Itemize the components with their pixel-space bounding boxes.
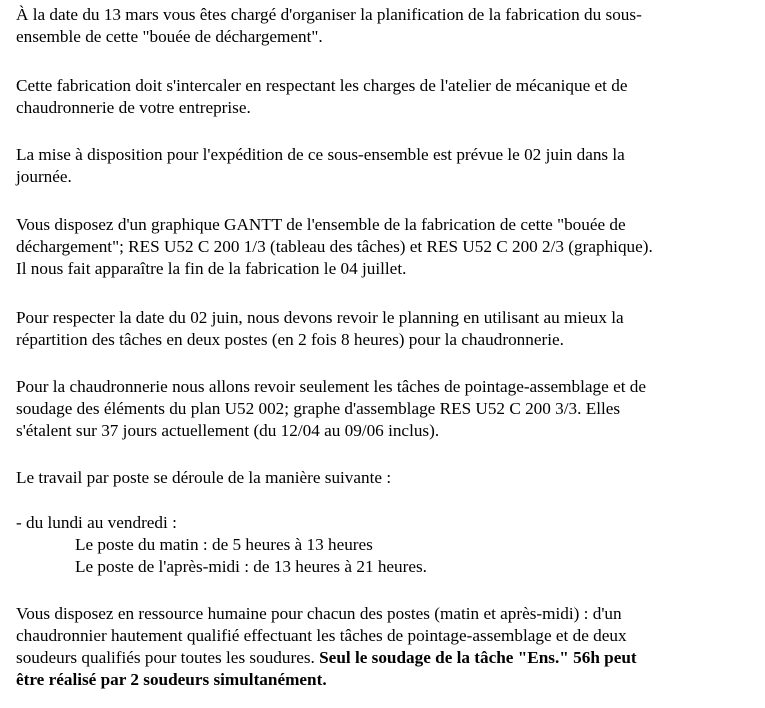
text-line: ensemble de cette "bouée de déchargement".: [16, 27, 323, 46]
text-line: Pour respecter la date du 02 juin, nous devons revoir le planning en utilisant au mieux la: [16, 308, 624, 327]
text-line: Vous disposez en ressource humaine pour chacun des postes (matin et après-midi) : d'un: [16, 604, 622, 623]
text-line: déchargement"; RES U52 C 200 1/3 (tableau des tâches) et RES U52 C 200 2/3 (graphique).: [16, 237, 653, 256]
bold-text-segment: Seul le soudage de la tâche "Ens." 56h peut: [319, 648, 637, 667]
text-line: soudage des éléments du plan U52 002; graphe d'assemblage RES U52 C 200 3/3. Elles: [16, 399, 621, 418]
text-line: journée.: [16, 167, 72, 186]
text-line: chaudronnier hautement qualifié effectuant les tâches de pointage-assemblage et de deux: [16, 626, 627, 645]
paragraph-shift-work: [16, 467, 756, 489]
text-line: La mise à disposition pour l'expédition de ce sous-ensemble est prévue le 02 juin dans la: [16, 145, 625, 164]
morning-shift-line: Le poste du matin : de 5 heures à 13 heures: [75, 535, 373, 554]
paragraph-workshop-load: [16, 75, 756, 119]
afternoon-shift-line: Le poste de l'après-midi : de 13 heures à 21 heures.: [75, 557, 427, 576]
text-line: Pour la chaudronnerie nous allons revoir seulement les tâches de pointage-assemblage et de: [16, 377, 646, 396]
text-line: Vous disposez d'un graphique GANTT de l'ensemble de la fabrication de cette "bouée de: [16, 215, 626, 234]
text-line: À la date du 13 mars vous êtes chargé d'organiser la planification de la fabrication du sous-: [16, 5, 642, 24]
paragraph-shipping-date: [16, 144, 756, 188]
text-line: répartition des tâches en deux postes (en 2 fois 8 heures) pour la chaudronnerie.: [16, 330, 564, 349]
text-line: s'étalent sur 37 jours actuellement (du 12/04 au 09/06 inclus).: [16, 421, 440, 440]
bold-text-line: être réalisé par 2 soudeurs simultanément.: [16, 670, 327, 689]
text-line: chaudronnerie de votre entreprise.: [16, 98, 251, 117]
paragraph-schedule: [16, 512, 756, 578]
paragraph-human-resources: [16, 603, 756, 691]
text-line: - du lundi au vendredi :: [16, 513, 177, 532]
paragraph-replanning: [16, 307, 756, 351]
text-segment: soudeurs qualifiés pour toutes les soudures.: [16, 648, 320, 667]
text-line: Il nous fait apparaître la fin de la fabrication le 04 juillet.: [16, 259, 407, 278]
mixed-emphasis-line: [16, 647, 756, 669]
paragraph-intro: [16, 4, 756, 48]
text-line: Cette fabrication doit s'intercaler en respectant les charges de l'atelier de mécanique et de: [16, 76, 628, 95]
paragraph-gantt: [16, 214, 756, 280]
paragraph-boilermaking: [16, 376, 756, 442]
text-line: Le travail par poste se déroule de la manière suivante :: [16, 468, 392, 487]
